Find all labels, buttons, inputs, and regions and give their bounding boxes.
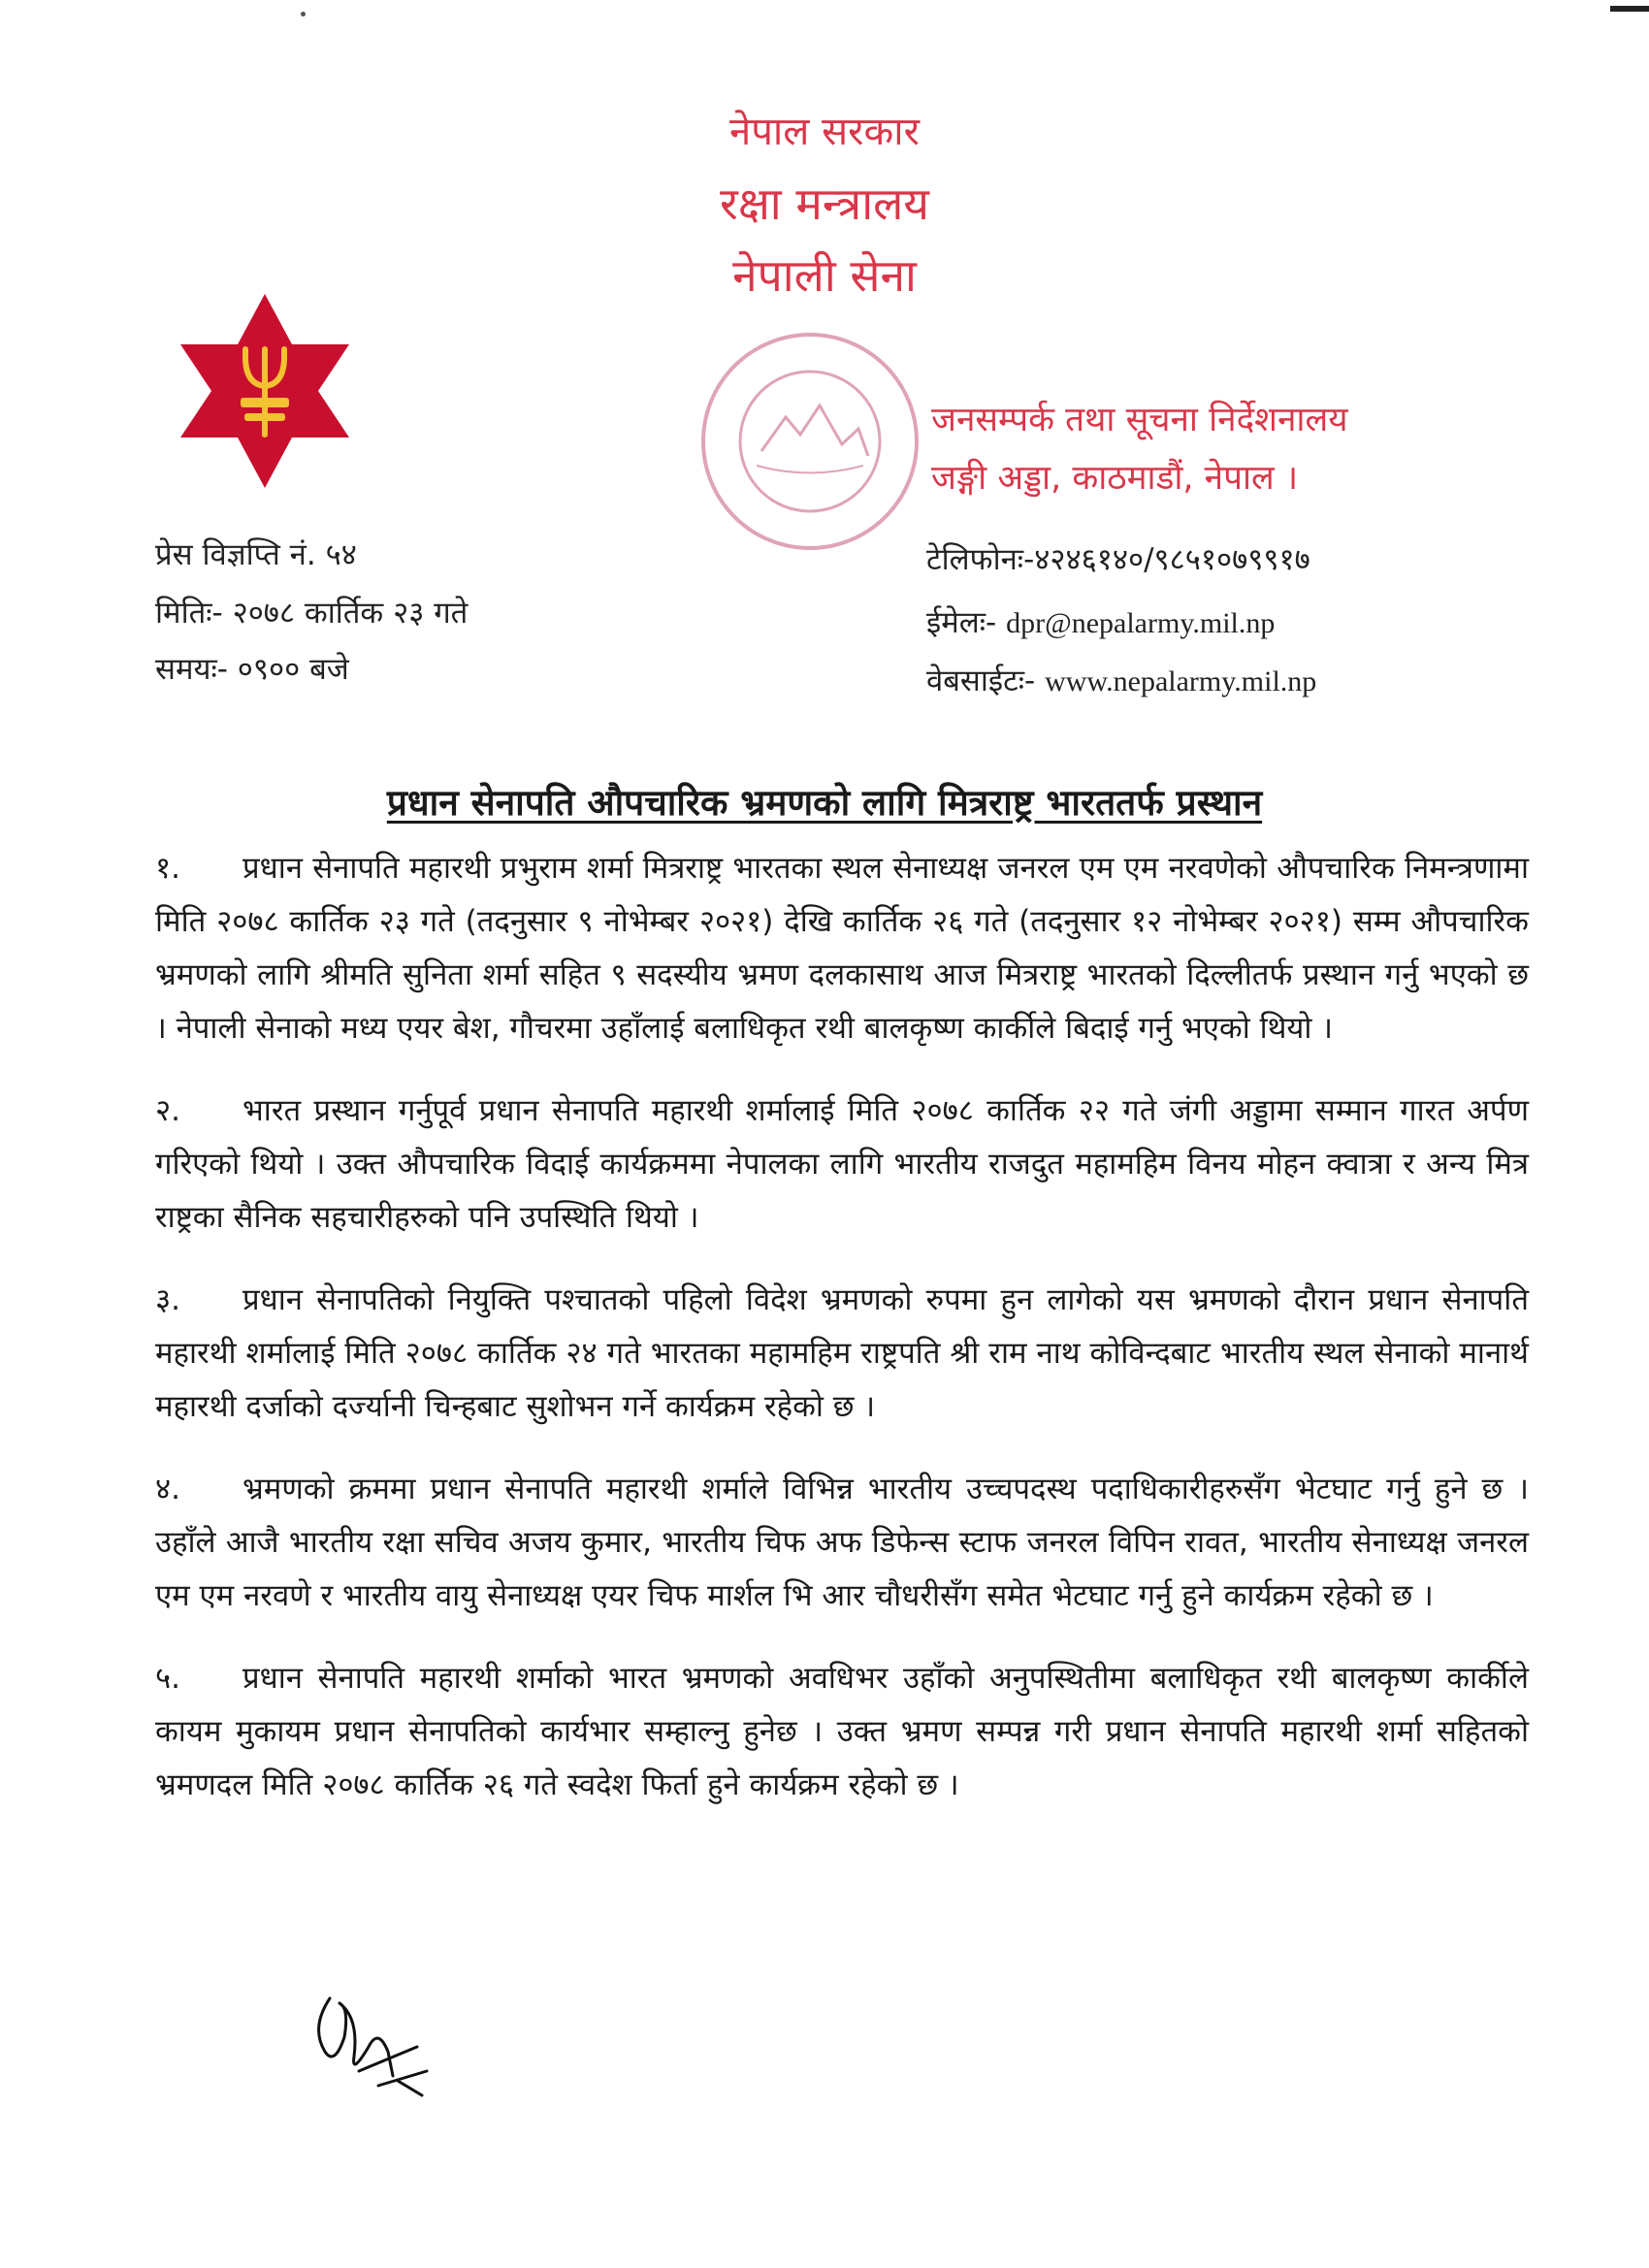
paragraph-3 — [155, 1274, 1529, 1434]
directorate-name: जनसम्पर्क तथा सूचना निर्देशनालय — [931, 401, 1348, 439]
release-time: समयः- ०९०० बजे — [155, 652, 349, 687]
release-title-text: प्रधान सेनापति औपचारिक भ्रमणको लागि मित्रराष्ट्र भारततर्फ प्रस्थान — [386, 782, 1263, 824]
army-emblem-icon — [163, 289, 367, 493]
release-body — [155, 842, 1529, 1841]
paragraph-text: प्रधान सेनापति महारथी प्रभुराम शर्मा मित्रराष्ट्र भारतका स्थल सेनाध्यक्ष जनरल एम एम नरवणेको औपचारिक निमन्त्रणामा मिति २०७८ कार्तिक २३ गते (तदनुसार ९ नोभेम्बर २०२१) देखि कार्तिक २६ गते (तदनुसार १२ नोभेम्बर २०२१) सम्म औपचारिक भ्रमणको लागि श्रीमति सुनिता शर्मा सहित ९ सदस्यीय भ्रमण दलकासाथ आज मित्रराष्ट्र भारतको दिल्लीतर्फ प्रस्थान गर्नु भएको छ । नेपाली सेनाको मध्य एयर बेश, गौचरमा उहाँलाई बलाधिकृत रथी बालकृष्ण कार्कीले बिदाई गर्नु भएको थियो । — [155, 851, 1529, 1046]
paragraph-1 — [155, 842, 1529, 1055]
paragraph-number: ५. — [155, 1661, 180, 1696]
letterhead-army: नेपाली सेना — [732, 249, 917, 302]
paragraph-2 — [155, 1085, 1529, 1245]
contact-website — [926, 660, 1316, 700]
directorate-seal-icon — [679, 320, 941, 563]
release-date: मितिः- २०७८ कार्तिक २३ गते — [155, 596, 469, 631]
phone-number: ४२४६१४०/९८५१०७९९१७ — [1034, 542, 1310, 577]
website-label: वेबसाईटः- — [926, 664, 1036, 698]
letterhead-government: नेपाल सरकार — [729, 110, 920, 154]
paragraph-text: प्रधान सेनापति महारथी शर्माको भारत भ्रमणको अवधिभर उहाँको अनुपस्थितीमा बलाधिकृत रथी बालकृष्ण कार्कीले कायम मुकायम प्रधान सेनापतिको कार्यभार सम्हाल्नु हुनेछ । उक्त भ्रमण सम्पन्न गरी प्रधान सेनापति महारथी शर्मा सहितको भ्रमणदल मिति २०७८ कार्तिक २६ गते स्वदेश फिर्ता हुने कार्यक्रम रहेको छ । — [155, 1661, 1529, 1802]
contact-phone — [926, 538, 1310, 579]
phone-label: टेलिफोनः- — [926, 542, 1035, 577]
paragraph-number: ३. — [155, 1282, 180, 1317]
paragraph-text: भारत प्रस्थान गर्नुपूर्व प्रधान सेनापति महारथी शर्मालाई मिति २०७८ कार्तिक २२ गते जंगी अड्डामा सम्मान गारत अर्पण गरिएको थियो । उक्त औपचारिक विदाई कार्यक्रममा नेपालका लागि भारतीय राजदुत महामहिम विनय मोहन क्वात्रा र अन्य मित्र राष्ट्रका सैनिक सहचारीहरुको पनि उपस्थिति थियो । — [155, 1093, 1529, 1235]
email-label: ईमेलः- — [926, 605, 997, 640]
release-title — [0, 776, 1649, 826]
scan-dot — [301, 12, 306, 16]
scan-corner-mark — [1610, 6, 1649, 12]
paragraph-text: भ्रमणको क्रममा प्रधान सेनापति महारथी शर्माले विभिन्न भारतीय उच्चपदस्थ पदाधिकारीहरुसँग भेटघाट गर्नु हुने छ । उहाँले आजै भारतीय रक्षा सचिव अजय कुमार, भारतीय चिफ अफ डिफेन्स स्टाफ जनरल विपिन रावत, भारतीय सेनाध्यक्ष जनरल एम एम नरवणे र भारतीय वायु सेनाध्यक्ष एयर चिफ मार्शल भि आर चौधरीसँग समेत भेटघाट गर्नु हुने कार्यक्रम रहेको छ । — [155, 1472, 1529, 1613]
paragraph-number: ४. — [155, 1472, 180, 1507]
paragraph-5 — [155, 1652, 1529, 1812]
contact-email — [926, 601, 1275, 642]
email-address[interactable]: dpr@nepalarmy.mil.np — [1006, 607, 1276, 639]
directorate-address: जङ्गी अड्डा, काठमाडौं, नेपाल । — [931, 459, 1299, 498]
paragraph-4 — [155, 1463, 1529, 1623]
paragraph-text: प्रधान सेनापतिको नियुक्ति पश्चातको पहिलो विदेश भ्रमणको रुपमा हुन लागेको यस भ्रमणको दौरान प्रधान सेनापति महारथी शर्मालाई मिति २०७८ कार्तिक २४ गते भारतका महामहिम राष्ट्रपति श्री राम नाथ कोविन्दबाट भारतीय स्थल सेनाको मानार्थ महारथी दर्जाको दर्ज्यानी चिन्हबाट सुशोभन गर्ने कार्यक्रम रहेको छ । — [155, 1282, 1529, 1424]
signature-icon — [301, 1979, 436, 2105]
press-release-number: प्रेस विज्ञप्ति नं. ५४ — [155, 537, 357, 572]
letterhead-ministry: रक्षा मन्त्रालय — [720, 178, 929, 230]
paragraph-number: २. — [155, 1093, 180, 1128]
website-url[interactable]: www.nepalarmy.mil.np — [1045, 665, 1317, 697]
paragraph-number: १. — [155, 851, 180, 886]
